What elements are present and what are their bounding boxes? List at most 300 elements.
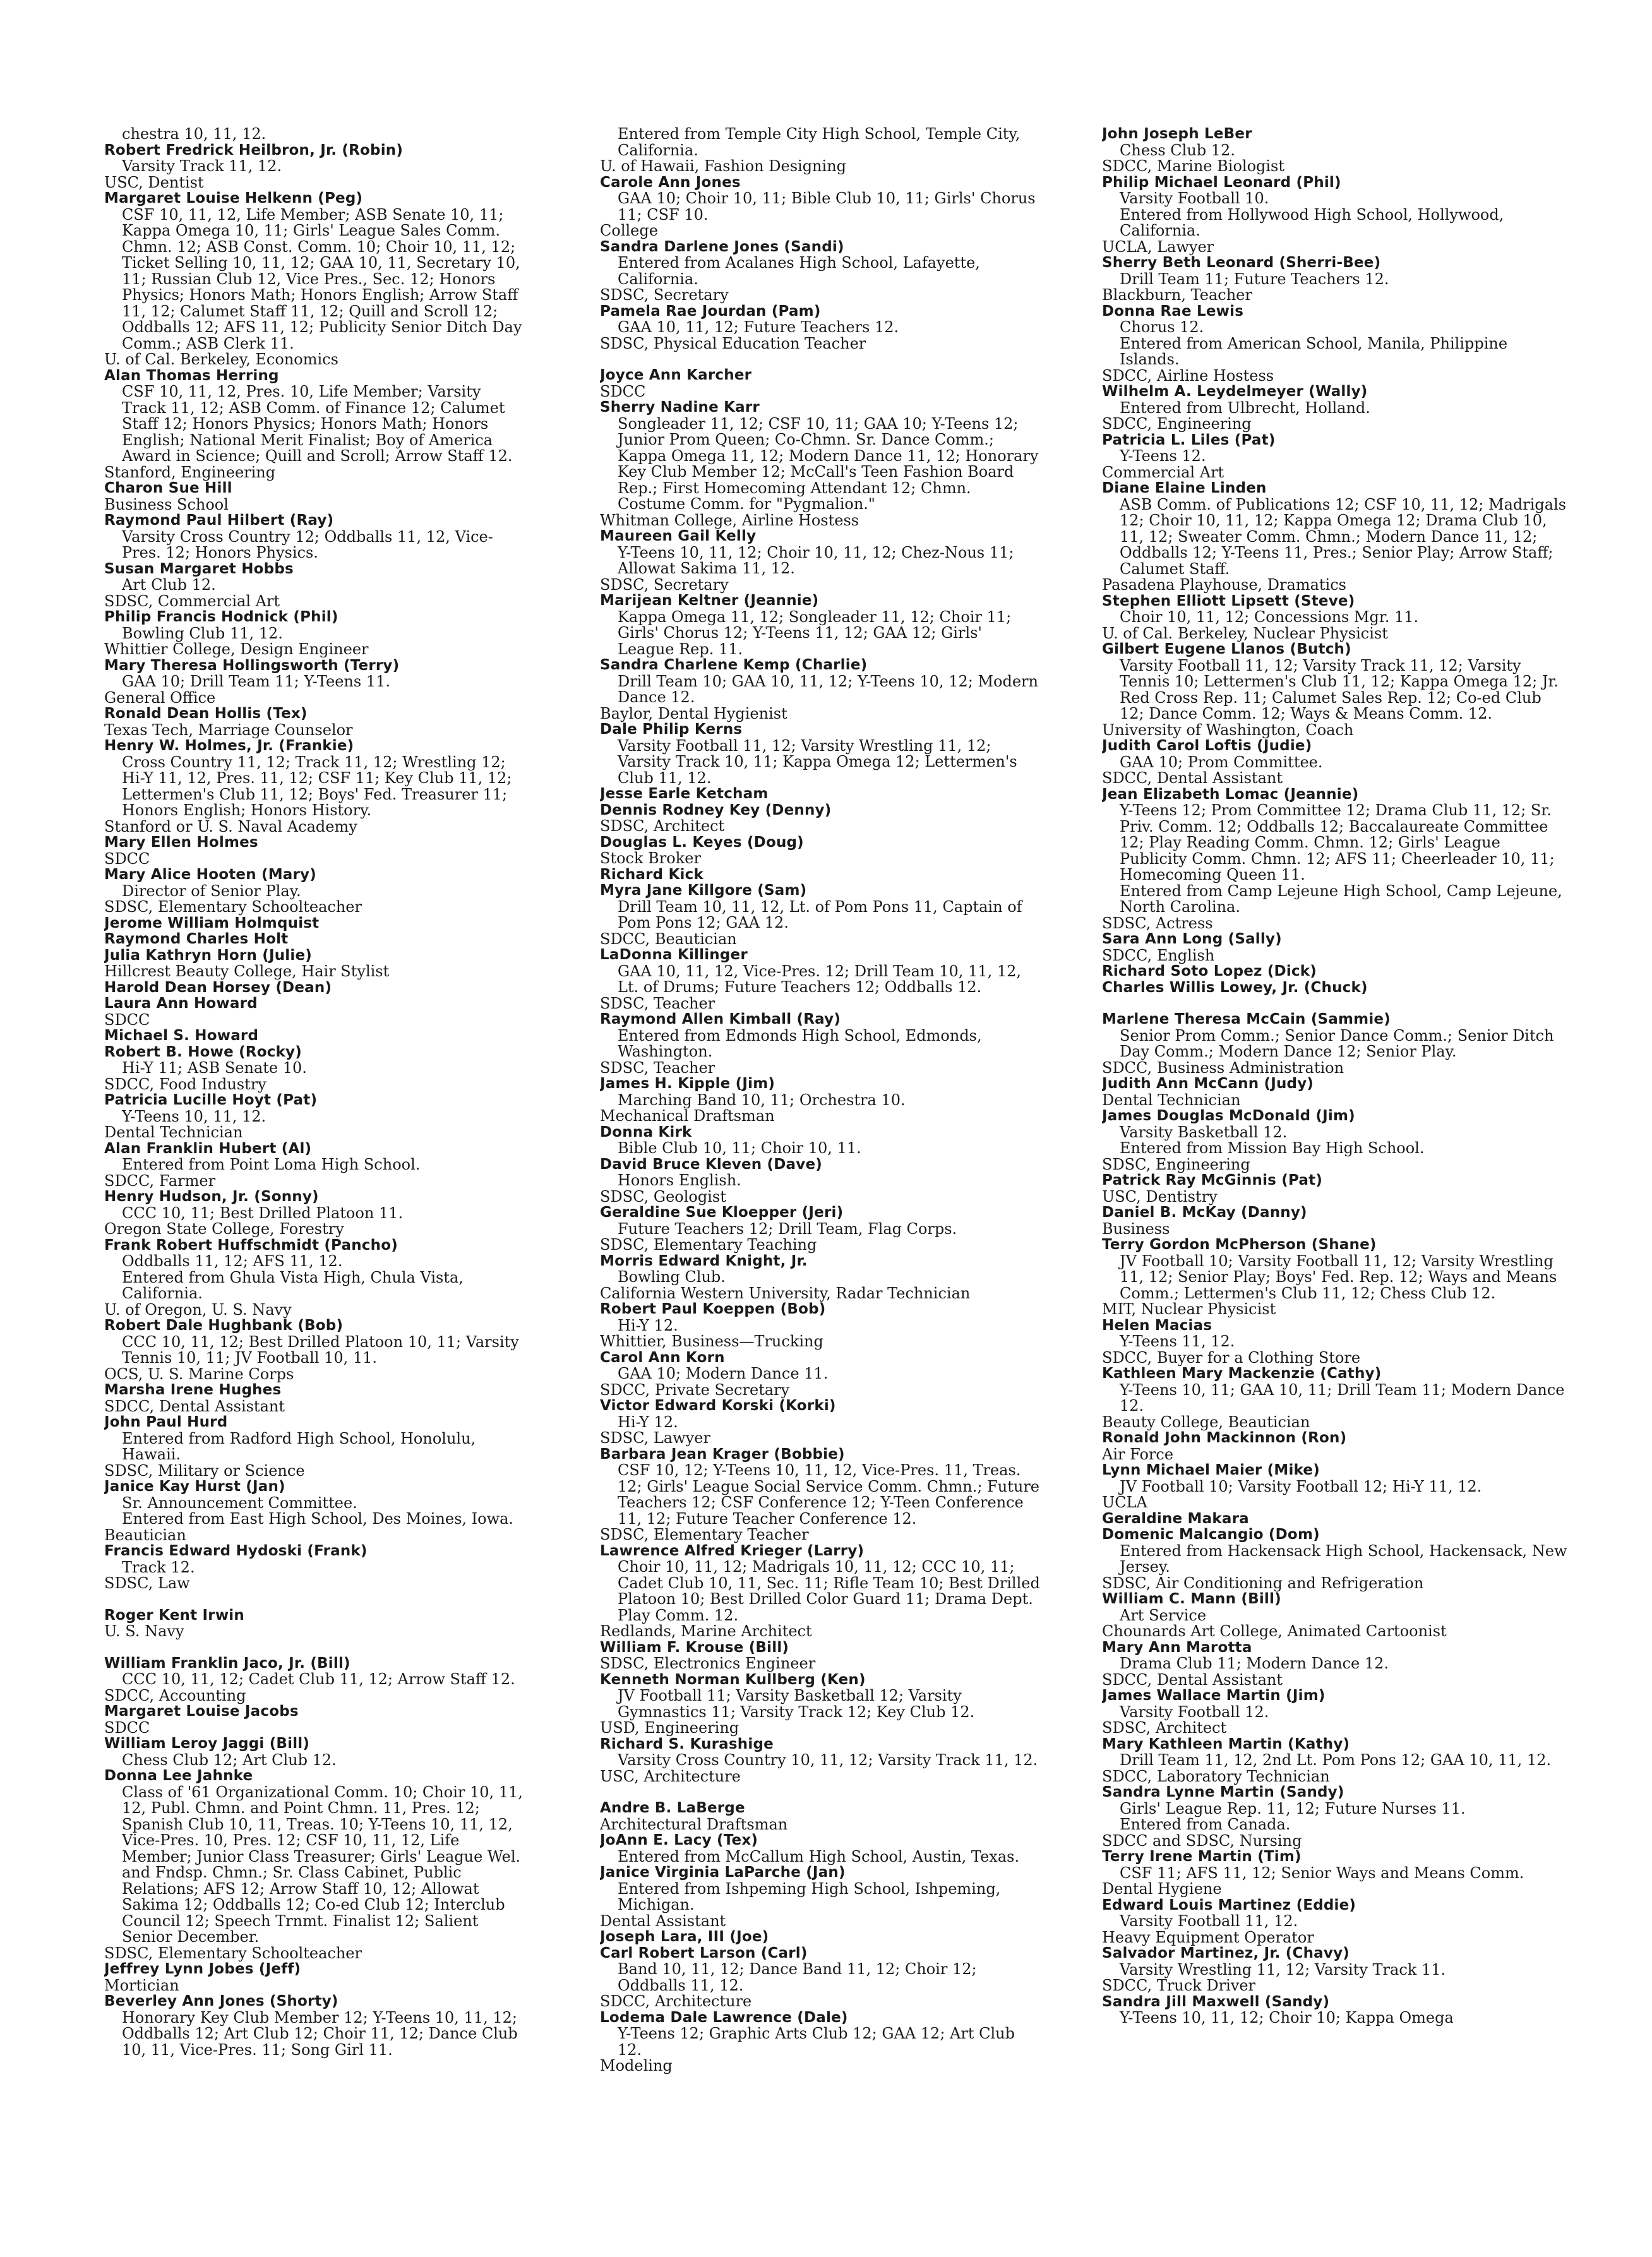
activities-text: CCC 10, 11, 12; Cadet Club 11, 12; Arrow Staff 12. bbox=[122, 1670, 515, 1688]
senior-name: Roger Kent Irwin bbox=[104, 1607, 244, 1624]
senior-entry bbox=[600, 1254, 1042, 1302]
activities-text: Varsity Basketball 12. bbox=[1120, 1123, 1288, 1141]
senior-name: William Leroy Jaggi (Bill) bbox=[104, 1735, 310, 1752]
activities-text: Chorus 12. bbox=[1120, 318, 1204, 336]
senior-name: James H. Kipple (Jim) bbox=[600, 1075, 775, 1092]
activities-text: Y-Teens 12; Graphic Arts Club 12; GAA 12; Art Club 12. bbox=[618, 2025, 1015, 2059]
senior-name: Salvador Martinez, Jr. (Chavy) bbox=[1102, 1945, 1350, 1961]
senior-entry bbox=[600, 1865, 1042, 1929]
future-plans: SDSC, Commercial Art bbox=[104, 592, 280, 610]
future-plans: SDSC, Geologist bbox=[600, 1187, 726, 1206]
future-plans: Oregon State College, Forestry bbox=[104, 1220, 344, 1238]
senior-entry bbox=[104, 1608, 527, 1640]
future-plans: Modeling bbox=[600, 2057, 673, 2074]
future-plans: Dental Technician bbox=[104, 1123, 243, 1141]
future-plans: USC, Dentistry bbox=[1102, 1187, 1218, 1206]
senior-entry bbox=[1102, 980, 1569, 997]
activities-text: Entered from Mission Bay High School. bbox=[1120, 1139, 1425, 1157]
senior-name: Mary Ann Marotta bbox=[1102, 1639, 1252, 1656]
senior-name: David Bruce Kleven (Dave) bbox=[600, 1156, 822, 1173]
future-plans: SDCC, Dental Assistant bbox=[1102, 769, 1283, 787]
activities-text: Drill Team 10, 11, 12, Lt. of Pom Pons 11, Captain of Pom Pons 12; GAA 12. bbox=[618, 897, 1022, 931]
senior-name: William Franklin Jaco, Jr. (Bill) bbox=[104, 1655, 350, 1672]
senior-entry bbox=[104, 609, 527, 658]
activities-text: Bowling Club 11, 12. bbox=[122, 624, 283, 642]
senior-name: Carl Robert Larson (Carl) bbox=[600, 1944, 808, 1961]
senior-name: John Paul Hurd bbox=[104, 1414, 228, 1430]
senior-name: Terry Irene Martin (Tim) bbox=[1102, 1848, 1302, 1865]
senior-entry bbox=[104, 835, 527, 867]
senior-name: Sandra Lynne Martin (Sandy) bbox=[1102, 1784, 1344, 1800]
activities-text: Entered from Temple City High School, Temple City, California. bbox=[618, 126, 1021, 159]
senior-entry bbox=[1102, 1205, 1569, 1237]
future-plans: SDSC, Lawyer bbox=[600, 1429, 710, 1447]
senior-name: Diane Elaine Linden bbox=[1102, 480, 1267, 496]
future-plans: Pasadena Playhouse, Dramatics bbox=[1102, 576, 1346, 594]
future-plans: SDCC, Airline Hostess bbox=[1102, 366, 1274, 385]
future-plans: SDCC, English bbox=[1102, 946, 1215, 964]
senior-entry bbox=[104, 1656, 527, 1704]
activities-text: chestra 10, 11, 12. bbox=[122, 126, 266, 143]
senior-name: William C. Mann (Bill) bbox=[1102, 1591, 1281, 1607]
senior-name: Sara Ann Long (Sally) bbox=[1102, 931, 1282, 947]
senior-name: Frank Robert Huffschmidt (Pancho) bbox=[104, 1236, 398, 1254]
senior-name: Charon Sue Hill bbox=[104, 480, 232, 496]
senior-entry bbox=[104, 1028, 527, 1045]
senior-name: Donna Kirk bbox=[600, 1123, 692, 1140]
future-plans: SDCC, Architecture bbox=[600, 1992, 752, 2010]
activities-text: GAA 10; Choir 10, 11; Bible Club 10, 11; Girls' Chorus 11; CSF 10. bbox=[618, 189, 1036, 224]
future-plans: SDCC, Marine Biologist bbox=[1102, 157, 1285, 175]
senior-name: Donna Rae Lewis bbox=[1102, 302, 1244, 320]
future-plans: SDSC, Law bbox=[104, 1574, 190, 1592]
senior-name: Mary Alice Hooten (Mary) bbox=[104, 866, 316, 883]
future-plans: Chounards Art College, Animated Cartoonist bbox=[1102, 1622, 1447, 1640]
senior-name: Raymond Allen Kimball (Ray) bbox=[600, 1011, 841, 1027]
senior-entry bbox=[104, 1382, 527, 1415]
activities-text: Hi-Y 11; ASB Senate 10. bbox=[122, 1059, 307, 1077]
senior-name: Andre B. LaBerge bbox=[600, 1800, 745, 1816]
future-plans: Mechanical Draftsman bbox=[600, 1107, 775, 1125]
senior-name: Sherry Beth Leonard (Sherri-Bee) bbox=[1102, 254, 1381, 271]
future-plans: California Western University, Radar Technician bbox=[600, 1284, 971, 1302]
future-plans: SDCC bbox=[104, 849, 150, 868]
future-plans: U. of Oregon, U. S. Navy bbox=[104, 1300, 292, 1319]
senior-entry bbox=[600, 239, 1042, 304]
senior-entry bbox=[600, 1398, 1042, 1447]
activities-text: Entered from Ishpeming High School, Ishpeming, Michigan. bbox=[618, 1879, 1001, 1913]
activities-text: CSF 10, 11, 12, Pres. 10, Life Member; Varsity Track 11, 12; ASB Comm. of Finance 12; Calumet Staff 12; Honors Physics; Honors Math; Honors English; National Merit Finalist; Boy of America Award in Science; Quill and Scroll; Arrow Staff 12. bbox=[122, 383, 513, 465]
senior-name: Helen Macias bbox=[1102, 1317, 1212, 1334]
future-plans: College bbox=[600, 222, 658, 239]
senior-name: Charles Willis Lowey, Jr. (Chuck) bbox=[1102, 979, 1368, 996]
senior-name: Victor Edward Korski (Korki) bbox=[600, 1398, 836, 1414]
activities-text: Varsity Cross Country 12; Oddballs 11, 12, Vice-Pres. 12; Honors Physics. bbox=[122, 527, 493, 561]
senior-name: Marlene Theresa McCain (Sammie) bbox=[1102, 1011, 1391, 1027]
activities-text: Sr. Announcement Committee. bbox=[122, 1494, 357, 1512]
future-plans: Stanford, Engineering bbox=[104, 463, 276, 481]
senior-name: Francis Edward Hydoski (Frank) bbox=[104, 1543, 368, 1559]
senior-name: Harold Dean Horsey (Dean) bbox=[104, 979, 332, 996]
activities-text: Hi-Y 12. bbox=[618, 1413, 678, 1431]
senior-name: Dale Philip Kerns bbox=[600, 721, 743, 738]
future-plans: SDCC bbox=[600, 382, 646, 400]
senior-entry bbox=[1102, 1108, 1569, 1173]
senior-name: Margaret Louise Jacobs bbox=[104, 1703, 299, 1720]
activities-text: Director of Senior Play. bbox=[122, 882, 301, 900]
senior-entry bbox=[104, 513, 527, 561]
future-plans: SDCC, Accounting bbox=[104, 1686, 246, 1704]
senior-name: Robert B. Howe (Rocky) bbox=[104, 1043, 302, 1060]
senior-entry bbox=[1102, 1430, 1569, 1463]
future-plans: SDSC, Physical Education Teacher bbox=[600, 334, 866, 352]
future-plans: Stock Broker bbox=[600, 849, 701, 867]
activities-text: Varsity Track 11, 12. bbox=[122, 157, 282, 175]
senior-entry bbox=[104, 191, 527, 368]
senior-entry bbox=[104, 1415, 527, 1479]
future-plans: Heavy Equipment Operator bbox=[1102, 1928, 1314, 1946]
senior-entry bbox=[600, 1012, 1042, 1076]
senior-entry bbox=[104, 931, 527, 948]
senior-name: Edward Louis Martinez (Eddie) bbox=[1102, 1896, 1356, 1913]
activities-text: Entered from Ghula Vista High, Chula Vista, California. bbox=[122, 1268, 464, 1302]
senior-entry bbox=[600, 1302, 1042, 1350]
future-plans: USC, Architecture bbox=[600, 1767, 741, 1785]
activities-text: Band 10, 11, 12; Dance Band 11, 12; Choir 12; Oddballs 11, 12. bbox=[618, 1960, 977, 1994]
senior-entry bbox=[1102, 931, 1569, 964]
senior-name: Carole Ann Jones bbox=[600, 174, 741, 191]
future-plans: U. S. Navy bbox=[104, 1622, 184, 1640]
senior-entry bbox=[1102, 738, 1569, 787]
senior-entry bbox=[1102, 1511, 1569, 1528]
senior-entry bbox=[104, 980, 527, 997]
activities-text: Kappa Omega 11, 12; Songleader 11, 12; Choir 11; Girls' Chorus 12; Y-Teens 11, 12; GAA 12; Girls' League Rep. 11. bbox=[618, 608, 1012, 658]
senior-name: James Douglas McDonald (Jim) bbox=[1102, 1108, 1355, 1124]
future-plans: University of Washington, Coach bbox=[1102, 721, 1354, 739]
senior-entry bbox=[600, 1800, 1042, 1833]
senior-entry bbox=[1102, 1318, 1569, 1367]
activities-text: Drill Team 11, 12, 2nd Lt. Pom Pons 12; GAA 10, 11, 12. bbox=[1120, 1751, 1552, 1769]
senior-name: Jerome William Holmquist bbox=[104, 914, 320, 931]
senior-name: Patricia L. Liles (Pat) bbox=[1102, 431, 1276, 448]
activities-text: CSF 10, 11, 12, Life Member; ASB Senate 10, 11; Kappa Omega 10, 11; Girls' League Sales Comm. Chmn. 12; ASB Const. Comm. 10; Choir 10, 11, 12; Ticket Selling 10, 11, 12; GAA 10, 11, Secretary 10, 11; Russian Club 12, Vice Pres., Sec. 12; Honors Physics; Honors Math; Honors English; Arrow Staff 11, 12; Calumet Staff 11, 12; Quill and Scroll 12; Oddballs 12; AFS 11, 12; Publicity Senior Ditch Day Comm.; ASB Clerk 11. bbox=[122, 205, 522, 352]
activities-text: Cross Country 11, 12; Track 11, 12; Wrestling 12; Hi-Y 11, 12, Pres. 11, 12; CSF 11; Key Club 11, 12; Lettermen's Club 11, 12; Boys' Fed. Treasurer 11; Honors English; Honors History. bbox=[122, 753, 512, 819]
activities-text: Entered from McCallum High School, Austin, Texas. bbox=[618, 1847, 1020, 1865]
future-plans: USC, Dentist bbox=[104, 173, 204, 191]
senior-entry bbox=[1102, 594, 1569, 642]
senior-entry bbox=[600, 1157, 1042, 1206]
senior-entry bbox=[1102, 384, 1569, 433]
senior-name: Barbara Jean Krager (Bobbie) bbox=[600, 1446, 845, 1463]
activities-text: Entered from Acalanes High School, Lafayette, California. bbox=[618, 254, 980, 288]
activities-text: Songleader 11, 12; CSF 10, 11; GAA 10; Y-Teens 12; Junior Prom Queen; Co-Chmn. Sr. Dance Comm.; Kappa Omega 11, 12; Modern Dance 11, 12; Honorary Key Club Member 12; McCall's Teen Fashion Board Rep.; First Homecoming Attendant 12; Chmn. Costume Comm. for "Pygmalion." bbox=[618, 414, 1039, 513]
senior-name: Susan Margaret Hobbs bbox=[104, 560, 294, 577]
senior-entry bbox=[104, 658, 527, 707]
activities-text: Chess Club 12; Art Club 12. bbox=[122, 1751, 337, 1769]
activities-text: GAA 10, 11, 12, Vice-Pres. 12; Drill Team 10, 11, 12, Lt. of Drums; Future Teachers 12; Oddballs 12. bbox=[618, 962, 1022, 996]
senior-entry bbox=[104, 706, 527, 738]
senior-name: Daniel B. McKay (Danny) bbox=[1102, 1204, 1307, 1221]
senior-entry bbox=[104, 1994, 527, 2058]
senior-name: Sandra Jill Maxwell (Sandy) bbox=[1102, 1993, 1330, 2010]
future-plans: Dental Technician bbox=[1102, 1091, 1241, 1109]
senior-entry bbox=[600, 1672, 1042, 1737]
activities-text: Y-Teens 11, 12. bbox=[1120, 1332, 1235, 1350]
senior-entry bbox=[1102, 481, 1569, 594]
senior-name: Jesse Earle Ketcham bbox=[600, 786, 769, 802]
senior-name: Philip Michael Leonard (Phil) bbox=[1102, 174, 1341, 191]
senior-entry bbox=[600, 1737, 1042, 1785]
senior-name: Ronald Dean Hollis (Tex) bbox=[104, 705, 308, 722]
senior-entry bbox=[1102, 1076, 1569, 1108]
activities-text: Chess Club 12. bbox=[1120, 141, 1235, 159]
senior-entry bbox=[600, 1929, 1042, 1946]
senior-entry bbox=[600, 947, 1042, 1012]
senior-entry bbox=[104, 143, 527, 191]
future-plans: MIT, Nuclear Physicist bbox=[1102, 1300, 1276, 1318]
senior-entry bbox=[600, 304, 1042, 352]
future-plans: Beauty College, Beautician bbox=[1102, 1413, 1310, 1431]
future-plans: U. of Cal. Berkeley, Nuclear Physicist bbox=[1102, 624, 1388, 642]
senior-name: Laura Ann Howard bbox=[104, 995, 258, 1012]
future-plans: SDCC bbox=[104, 1010, 150, 1029]
section-gap bbox=[600, 1785, 1042, 1800]
activities-text: Y-Teens 10, 11; GAA 10, 11; Drill Team 11; Modern Dance 12. bbox=[1120, 1380, 1565, 1415]
future-plans: SDCC, Laboratory Technician bbox=[1102, 1767, 1330, 1785]
activities-text: Y-Teens 10, 11, 12; Choir 10; Kappa Omega bbox=[1120, 2009, 1454, 2027]
activities-text: CCC 10, 11; Best Drilled Platoon 11. bbox=[122, 1204, 404, 1222]
future-plans: U. of Hawaii, Fashion Designing bbox=[600, 157, 847, 175]
senior-entry bbox=[600, 657, 1042, 722]
future-plans: Commercial Art bbox=[1102, 463, 1224, 481]
senior-entry bbox=[600, 1205, 1042, 1254]
senior-entry bbox=[104, 368, 527, 481]
senior-name: Morris Edward Knight, Jr. bbox=[600, 1252, 808, 1269]
future-plans: Hillcrest Beauty College, Hair Stylist bbox=[104, 962, 390, 980]
future-plans: Mortician bbox=[104, 1976, 179, 1994]
senior-entry bbox=[1102, 126, 1569, 175]
senior-name: Alan Thomas Herring bbox=[104, 367, 279, 384]
future-plans: SDSC, Elementary Teacher bbox=[600, 1526, 809, 1543]
activities-text: Varsity Cross Country 10, 11, 12; Varsity Track 11, 12. bbox=[618, 1751, 1038, 1769]
senior-entry bbox=[600, 883, 1042, 947]
senior-name: Marijean Keltner (Jeannie) bbox=[600, 592, 819, 609]
future-plans: SDSC, Actress bbox=[1102, 914, 1213, 932]
senior-entry bbox=[600, 1640, 1042, 1672]
activities-text: Art Club 12. bbox=[122, 576, 216, 594]
activities-text: Bible Club 10, 11; Choir 10, 11. bbox=[618, 1139, 861, 1157]
activities-text: Entered from Hollywood High School, Hollywood, California. bbox=[1120, 205, 1504, 239]
senior-entry bbox=[600, 368, 1042, 400]
senior-name: Janice Kay Hurst (Jan) bbox=[104, 1478, 285, 1495]
future-plans: SDSC, Secretary bbox=[600, 575, 729, 594]
activities-text: CSF 10, 12; Y-Teens 10, 11, 12, Vice-Pres. 11, Treas. 12; Girls' League Social Service Comm. Chmn.; Future Teachers 12; CSF Conference 12; Y-Teen Conference 11, 12; Future Teacher Conference 12. bbox=[618, 1461, 1039, 1528]
activities-text: Entered from Camp Lejeune High School, Camp Lejeune, North Carolina. bbox=[1120, 882, 1562, 916]
senior-name: Pamela Rae Jourdan (Pam) bbox=[600, 302, 821, 320]
activities-text: Y-Teens 10, 11, 12; Choir 10, 11, 12; Chez-Nous 11; Allowat Sakima 11, 12. bbox=[618, 543, 1014, 577]
activities-text: Varsity Football 12. bbox=[1120, 1703, 1269, 1721]
senior-name: Mary Ellen Holmes bbox=[104, 834, 258, 851]
senior-name: Judith Carol Loftis (Judie) bbox=[1102, 738, 1312, 754]
future-plans: SDSC, Teacher bbox=[600, 1058, 715, 1077]
senior-name: Joseph Lara, III (Joe) bbox=[600, 1929, 769, 1945]
senior-name: JoAnn E. Lacy (Tex) bbox=[600, 1832, 758, 1848]
activities-text: Varsity Football 10. bbox=[1120, 189, 1269, 207]
senior-entry bbox=[1102, 175, 1569, 256]
future-plans: Blackburn, Teacher bbox=[1102, 286, 1252, 304]
senior-entry bbox=[104, 916, 527, 932]
senior-entry bbox=[104, 867, 527, 916]
senior-name: Mary Theresa Hollingsworth (Terry) bbox=[104, 657, 400, 674]
future-plans: USD, Engineering bbox=[600, 1719, 739, 1737]
future-plans: Whitman College, Airline Hostess bbox=[600, 511, 859, 529]
future-plans: Business School bbox=[104, 495, 229, 513]
senior-entry bbox=[600, 2010, 1042, 2074]
senior-entry bbox=[104, 481, 527, 513]
senior-entry bbox=[1102, 1849, 1569, 1898]
senior-entry bbox=[1102, 1640, 1569, 1689]
senior-entry bbox=[104, 1768, 527, 1961]
senior-name: Patrick Ray McGinnis (Pat) bbox=[1102, 1172, 1323, 1188]
activities-text: Varsity Football 11, 12; Varsity Wrestling 11, 12; Varsity Track 10, 11; Kappa Omega 12; Lettermen's Club 11, 12. bbox=[618, 736, 1017, 787]
senior-entry bbox=[600, 1350, 1042, 1399]
future-plans: SDCC, Truck Driver bbox=[1102, 1977, 1255, 1994]
activities-text: Entered from East High School, Des Moines, Iowa. bbox=[122, 1510, 514, 1528]
activities-text: Art Service bbox=[1120, 1606, 1207, 1624]
future-plans: SDCC, Engineering bbox=[1102, 415, 1252, 433]
senior-name: Wilhelm A. Leydelmeyer (Wally) bbox=[1102, 383, 1368, 400]
column-3 bbox=[1102, 126, 1569, 2229]
senior-entry bbox=[104, 1238, 527, 1319]
activities-text: GAA 10; Drill Team 11; Y-Teens 11. bbox=[122, 673, 390, 690]
future-plans: Texas Tech, Marriage Counselor bbox=[104, 721, 353, 739]
senior-entry bbox=[104, 1543, 527, 1592]
future-plans: Whittier, Business—Trucking bbox=[600, 1332, 823, 1350]
senior-name: Robert Dale Hughbank (Bob) bbox=[104, 1317, 344, 1334]
senior-name: Domenic Malcangio (Dom) bbox=[1102, 1526, 1320, 1543]
activities-text: Entered from American School, Manila, Philippine Islands. bbox=[1120, 334, 1508, 368]
activities-text: Entered from Ulbrecht, Holland. bbox=[1120, 398, 1370, 417]
activities-text: JV Football 10; Varsity Football 11, 12; Varsity Wrestling 11, 12; Senior Play; Boys' Fed. Rep. 12; Ways and Means Comm.; Lettermen's Club 11, 12; Chess Club 12. bbox=[1120, 1252, 1557, 1302]
senior-entry bbox=[1102, 304, 1569, 385]
future-plans: SDSC, Electronics Engineer bbox=[600, 1655, 816, 1672]
future-plans: SDCC bbox=[104, 1718, 150, 1737]
activities-text: Honorary Key Club Member 12; Y-Teens 10, 11, 12; Oddballs 12; Art Club 12; Choir 11, 12; Dance Club 10, 11, Vice-Pres. 11; Song Girl 11. bbox=[122, 2008, 518, 2059]
senior-name: Julia Kathryn Horn (Julie) bbox=[104, 947, 312, 964]
senior-entry bbox=[1102, 1994, 1569, 2027]
activities-text: Choir 10, 11, 12; Madrigals 10, 11, 12; CCC 10, 11; Cadet Club 10, 11, Sec. 11; Rifle Team 10; Best Drilled Platoon 10; Best Drilled Color Guard 11; Drama Dept. Play Comm. 12. bbox=[618, 1558, 1040, 1624]
senior-name: Myra Jane Killgore (Sam) bbox=[600, 882, 807, 899]
senior-name: Alan Franklin Hubert (Al) bbox=[104, 1140, 312, 1157]
senior-entry bbox=[600, 175, 1042, 239]
senior-name: John Joseph LeBer bbox=[1102, 126, 1252, 142]
future-plans: SDCC, Dental Assistant bbox=[104, 1397, 285, 1415]
activities-text: GAA 10; Prom Committee. bbox=[1120, 753, 1323, 771]
future-plans: SDSC, Engineering bbox=[1102, 1155, 1250, 1173]
future-plans: Architectural Draftsman bbox=[600, 1815, 788, 1833]
future-plans: General Office bbox=[104, 688, 216, 707]
senior-name: Beverley Ann Jones (Shorty) bbox=[104, 1993, 338, 2009]
senior-entry bbox=[600, 1543, 1042, 1640]
senior-entry bbox=[1102, 964, 1569, 980]
future-plans: SDCC, Private Secretary bbox=[600, 1380, 790, 1399]
activities-text: GAA 10, 11, 12; Future Teachers 12. bbox=[618, 318, 899, 336]
activities-text: ASB Comm. of Publications 12; CSF 10, 11, 12; Madrigals 12; Choir 10, 11, 12; Kappa Omega 12; Drama Club 10, 11, 12; Sweater Comm. Chmn.; Modern Dance 11, 12; Oddballs 12; Y-Teens 11, Pres.; Senior Play; Arrow Staff; Calumet Staff. bbox=[1120, 495, 1567, 578]
senior-name: Jeffrey Lynn Jobes (Jeff) bbox=[104, 1961, 301, 1977]
senior-entry bbox=[1102, 1898, 1569, 1946]
senior-entry bbox=[104, 1961, 527, 1994]
senior-name: Raymond Charles Holt bbox=[104, 931, 289, 947]
activities-text: CCC 10, 11, 12; Best Drilled Platoon 10, 11; Varsity Tennis 10, 11; JV Football 10, 11. bbox=[122, 1332, 519, 1367]
senior-name: Sherry Nadine Karr bbox=[600, 399, 760, 416]
senior-name: Lynn Michael Maier (Mike) bbox=[1102, 1462, 1320, 1478]
future-plans: SDCC, Dental Assistant bbox=[1102, 1670, 1283, 1689]
senior-entry bbox=[104, 1318, 527, 1382]
senior-entry bbox=[104, 561, 527, 610]
senior-entry bbox=[1102, 1591, 1569, 1640]
senior-name: Lawrence Alfred Krieger (Larry) bbox=[600, 1542, 865, 1559]
future-plans: OCS, U. S. Marine Corps bbox=[104, 1365, 294, 1383]
future-plans: Baylor, Dental Hygienist bbox=[600, 704, 787, 722]
activities-text: Y-Teens 12; Prom Committee 12; Drama Club 11, 12; Sr. Priv. Comm. 12; Oddballs 12; Baccalaureate Committee 12; Play Reading Comm. Chmn. 12; Girls' League Publicity Comm. Chmn. 12; AFS 11; Cheerleader 10, 11; Homecoming Queen 11. bbox=[1120, 801, 1555, 883]
activities-text: Varsity Football 11, 12. bbox=[1120, 1912, 1298, 1930]
senior-name: Philip Francis Hodnick (Phil) bbox=[104, 609, 338, 625]
senior-name: Mary Kathleen Martin (Kathy) bbox=[1102, 1735, 1350, 1752]
senior-entry bbox=[104, 1045, 527, 1093]
senior-name: Richard S. Kurashige bbox=[600, 1735, 774, 1752]
senior-entry bbox=[600, 803, 1042, 835]
future-plans: SDSC, Military or Science bbox=[104, 1461, 305, 1480]
senior-entry bbox=[600, 1447, 1042, 1543]
senior-name: Jean Elizabeth Lomac (Jeannie) bbox=[1102, 786, 1359, 803]
future-plans: U. of Cal. Berkeley, Economics bbox=[104, 350, 338, 368]
activities-text: JV Football 10; Varsity Football 12; Hi-Y 11, 12. bbox=[1120, 1477, 1482, 1495]
activities-text: Varsity Wrestling 11, 12; Varsity Track 11. bbox=[1120, 1960, 1446, 1979]
senior-entry bbox=[1102, 642, 1569, 738]
senior-name: Lodema Dale Lawrence (Dale) bbox=[600, 2009, 848, 2026]
senior-entry bbox=[1102, 255, 1569, 304]
senior-entry bbox=[600, 835, 1042, 867]
senior-entry bbox=[104, 1093, 527, 1141]
section-gap bbox=[1102, 996, 1569, 1012]
senior-entry bbox=[104, 1189, 527, 1238]
activities-text: Y-Teens 10, 11, 12. bbox=[122, 1107, 266, 1125]
future-plans: SDCC, Farmer bbox=[104, 1171, 216, 1190]
activities-text: Drill Team 10; GAA 10, 11, 12; Y-Teens 10, 12; Modern Dance 12. bbox=[618, 672, 1038, 706]
activities-text: CSF 11; AFS 11, 12; Senior Ways and Means Comm. bbox=[1120, 1864, 1524, 1882]
senior-entry bbox=[600, 867, 1042, 883]
activities-text: Drama Club 11; Modern Dance 12. bbox=[1120, 1655, 1389, 1672]
activities-text: Entered from Canada. bbox=[1120, 1816, 1291, 1833]
senior-name: Sandra Charlene Kemp (Charlie) bbox=[600, 657, 868, 673]
senior-name: Donna Lee Jahnke bbox=[104, 1768, 253, 1784]
section-gap bbox=[104, 1640, 527, 1656]
senior-name: Michael S. Howard bbox=[104, 1027, 259, 1044]
senior-entry bbox=[1102, 1688, 1569, 1737]
activities-text: Y-Teens 12. bbox=[1120, 447, 1206, 465]
future-plans: UCLA, Lawyer bbox=[1102, 237, 1214, 256]
senior-name: Judith Ann McCann (Judy) bbox=[1102, 1075, 1314, 1092]
activities-text: Bowling Club. bbox=[618, 1268, 726, 1286]
column-2 bbox=[600, 126, 1042, 2229]
senior-name: Kathleen Mary Mackenzie (Cathy) bbox=[1102, 1365, 1382, 1382]
senior-name: Henry Hudson, Jr. (Sonny) bbox=[104, 1188, 319, 1205]
senior-name: LaDonna Killinger bbox=[600, 947, 748, 963]
senior-entry bbox=[104, 1736, 527, 1768]
senior-entry bbox=[600, 786, 1042, 803]
senior-name: Gilbert Eugene Llanos (Butch) bbox=[1102, 641, 1351, 657]
future-plans: SDSC, Architect bbox=[600, 817, 725, 835]
